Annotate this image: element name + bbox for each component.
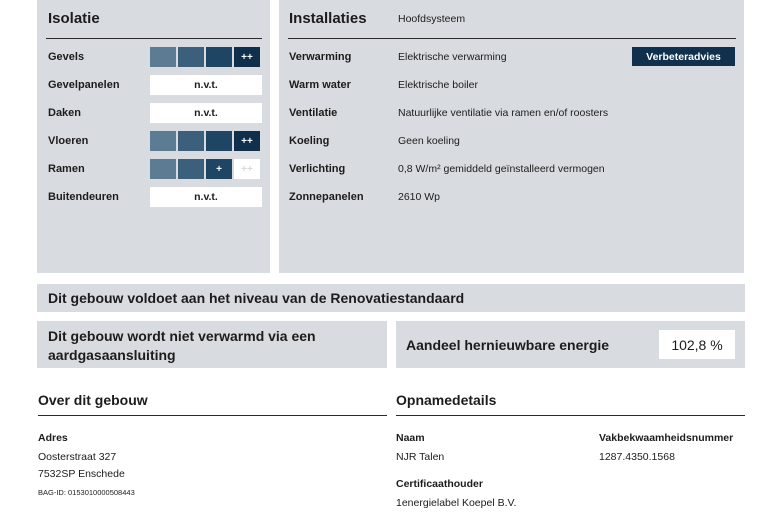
gas-text: Dit gebouw wordt niet verwarmd via een aardgasaansluiting (48, 328, 316, 363)
adres-line2: 7532SP Enschede (38, 468, 125, 480)
isolatie-label: Daken (48, 107, 82, 119)
over-gebouw-title: Over dit gebouw (38, 392, 148, 408)
isolatie-label: Ramen (48, 163, 85, 175)
installatie-label: Warm water (289, 79, 351, 91)
isolatie-label: Gevels (48, 51, 85, 63)
verbeteradvies-button[interactable]: Verbeteradvies (632, 47, 735, 66)
installatie-label: Verlichting (289, 163, 346, 175)
isolatie-score-segment: + (206, 159, 232, 179)
isolatie-score-bars (150, 131, 260, 151)
opname-title: Opnamedetails (396, 392, 497, 408)
installatie-label: Ventilatie (289, 107, 338, 119)
renovatie-text: Dit gebouw voldoet aan het niveau van de Renovatiestandaard (48, 290, 465, 306)
naam-value: NJR Talen (396, 451, 445, 463)
isolatie-score-segment (150, 47, 176, 67)
installatie-value: Natuurlijke ventilatie via ramen en/of roosters (398, 107, 609, 119)
gas-banner (37, 321, 387, 368)
installatie-value: 0,8 W/m² gemiddeld geïnstalleerd vermogen (398, 163, 605, 175)
installatie-value: 2610 Wp (398, 191, 441, 203)
isolatie-label: Gevelpanelen (48, 79, 120, 91)
isolatie-title: Isolatie (48, 10, 100, 27)
installatie-value: Elektrische boiler (398, 79, 478, 91)
isolatie-nvt-value: n.v.t. (150, 187, 262, 207)
adres-line1: Oosterstraat 327 (38, 451, 117, 463)
installaties-subtitle: Hoofdsysteem (398, 13, 466, 25)
certificaathouder-label: Certificaathouder (396, 478, 483, 490)
isolatie-score-segment (178, 131, 204, 151)
isolatie-score-segment: ++ (234, 47, 260, 67)
isolatie-score-segment: ++ (234, 131, 260, 151)
isolatie-nvt-value: n.v.t. (150, 75, 262, 95)
isolatie-label: Vloeren (48, 135, 89, 147)
bag-id: BAG-ID: 0153010000508443 (38, 488, 135, 497)
isolatie-score-segment (150, 131, 176, 151)
installaties-rule (288, 38, 736, 39)
isolatie-score-segment (206, 47, 232, 67)
installatie-label: Zonnepanelen (289, 191, 364, 203)
isolatie-rule (46, 38, 262, 39)
isolatie-nvt-value: n.v.t. (150, 103, 262, 123)
isolatie-score-segment (178, 159, 204, 179)
hernieuwbaar-value: 102,8 % (659, 330, 735, 359)
vakbekwaam-value: 1287.4350.1568 (599, 451, 675, 463)
over-gebouw-rule (38, 415, 387, 416)
installatie-label: Koeling (289, 135, 330, 147)
installatie-value: Geen koeling (398, 135, 460, 147)
installatie-value: Elektrische verwarming (398, 51, 507, 63)
isolatie-score-segment (178, 47, 204, 67)
naam-label: Naam (396, 432, 425, 444)
isolatie-score-segment (150, 159, 176, 179)
isolatie-label: Buitendeuren (48, 191, 119, 203)
isolatie-score-bars (150, 47, 260, 67)
renovatie-banner (37, 284, 745, 312)
isolatie-score-segment: ++ (234, 159, 260, 179)
installaties-panel (279, 0, 744, 273)
isolatie-score-bars (150, 159, 260, 179)
certificaathouder-value: 1energielabel Koepel B.V. (396, 497, 517, 509)
opname-rule (396, 415, 745, 416)
installaties-title: Installaties (289, 10, 367, 27)
isolatie-score-segment (206, 131, 232, 151)
installatie-label: Verwarming (289, 51, 352, 63)
vakbekwaam-label: Vakbekwaamheidsnummer (599, 432, 734, 444)
hernieuwbaar-label: Aandeel hernieuwbare energie (406, 337, 610, 353)
adres-label: Adres (38, 432, 68, 444)
